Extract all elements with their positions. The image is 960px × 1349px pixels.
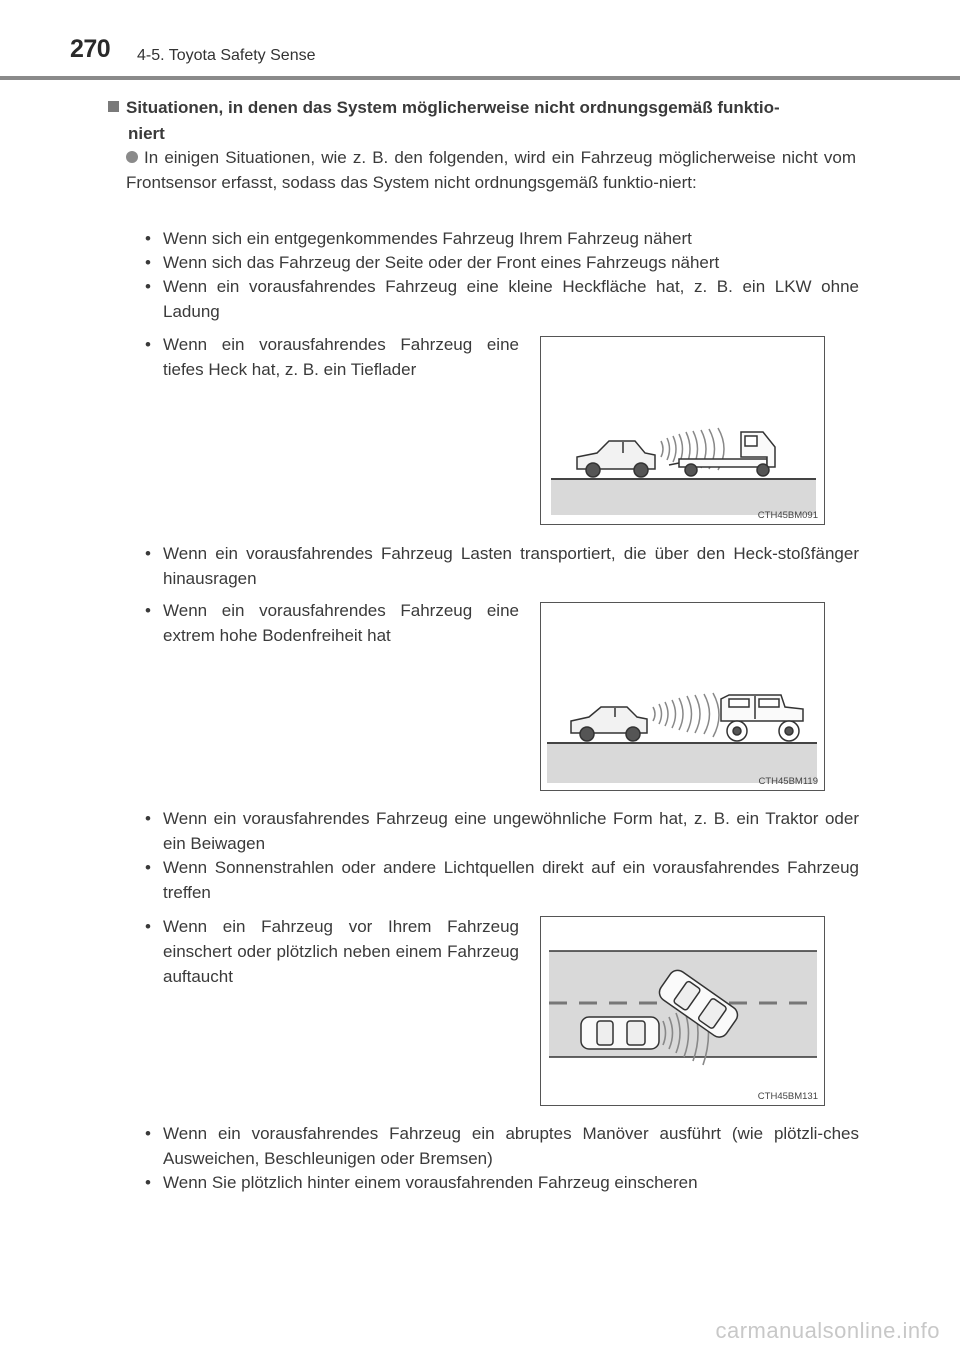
radar-waves-icon: [653, 693, 719, 737]
figure-high-clearance: [540, 602, 825, 791]
bullet-dot: •: [145, 335, 151, 354]
bullet-item: [145, 541, 859, 591]
figure-cut-in: [540, 916, 825, 1106]
header-divider: [0, 76, 960, 80]
bullet-item: [145, 1170, 859, 1195]
bullet-text: Wenn ein vorausfahrendes Fahrzeug ein abruptes Manöver ausführt (wie plötzli-ches Ausweichen, Beschleunigen oder Bremsen): [163, 1124, 859, 1168]
cut-in-illustration: [541, 917, 824, 1105]
car-icon: [571, 707, 647, 741]
heading-line-1: Situationen, in denen das System möglicherweise nicht ordnungsgemäß funktio-: [126, 98, 780, 117]
page-header: [0, 0, 960, 80]
bullet-text: Wenn ein vorausfahrendes Fahrzeug eine kleine Heckfläche hat, z. B. ein LKW ohne Ladung: [163, 277, 859, 321]
bullet-dot: •: [145, 858, 151, 877]
bullet-dot: •: [145, 253, 151, 272]
bullet-dot: •: [145, 1124, 151, 1143]
bullet-dot: •: [145, 1173, 151, 1192]
bullet-item: [145, 855, 859, 905]
bullet-text: Wenn ein vorausfahrendes Fahrzeug eine tiefes Heck hat, z. B. ein Tieflader: [163, 335, 519, 379]
bullet-dot: •: [145, 544, 151, 563]
bullet-item: [145, 598, 519, 648]
bullet-text: Wenn ein vorausfahrendes Fahrzeug eine extrem hohe Bodenfreiheit hat: [163, 601, 519, 645]
circle-bullet-icon: [126, 151, 138, 163]
bullet-item: [145, 1121, 859, 1171]
bullet-dot: •: [145, 229, 151, 248]
bullet-text: Wenn ein Fahrzeug vor Ihrem Fahrzeug einschert oder plötzlich neben einem Fahrzeug auftaucht: [163, 917, 519, 986]
figure-caption: CTH45BM119: [758, 776, 818, 787]
bullet-dot: •: [145, 809, 151, 828]
high-clearance-illustration: [541, 603, 824, 790]
chapter-title: 4-5. Toyota Safety Sense: [137, 47, 316, 64]
bullet-dot: •: [145, 601, 151, 620]
bullet-text: Wenn ein vorausfahrendes Fahrzeug Lasten transportiert, die über den Heck-stoßfänger hinausragen: [163, 544, 859, 588]
page-number: 270: [70, 35, 111, 63]
square-bullet-icon: [108, 101, 119, 112]
bullet-item: [145, 806, 859, 856]
bullet-item: [145, 914, 519, 989]
bullet-text: Wenn ein vorausfahrendes Fahrzeug eine ungewöhnliche Form hat, z. B. ein Traktor oder ein Beiwagen: [163, 809, 859, 853]
low-trailer-illustration: [541, 337, 824, 524]
bullet-item: [145, 250, 859, 275]
suv-icon: [721, 695, 803, 741]
figure-low-trailer: [540, 336, 825, 525]
heading-line-2: niert: [128, 124, 165, 143]
bullet-text: Wenn Sonnenstrahlen oder andere Lichtquellen direkt auf ein vorausfahrendes Fahrzeug treffen: [163, 858, 859, 902]
car-icon: [581, 1017, 659, 1049]
footer-watermark: carmanualsonline.info: [715, 1318, 940, 1343]
figure-caption: CTH45BM091: [757, 510, 818, 521]
bullet-dot: •: [145, 277, 151, 296]
section-heading: [108, 95, 858, 147]
bullet-text: Wenn Sie plötzlich hinter einem vorausfahrenden Fahrzeug einscheren: [163, 1173, 698, 1192]
figure-caption: CTH45BM131: [757, 1091, 818, 1102]
intro-paragraph: [126, 145, 856, 195]
bullet-item: [145, 274, 859, 324]
bullet-text: Wenn sich ein entgegenkommendes Fahrzeug Ihrem Fahrzeug nähert: [163, 229, 692, 248]
intro-text: In einigen Situationen, wie z. B. den folgenden, wird ein Fahrzeug möglicherweise nicht vom Frontsensor erfasst, sodass das System nicht ordnungsgemäß funktio-niert:: [126, 148, 856, 192]
car-icon: [577, 441, 655, 477]
bullet-dot: •: [145, 917, 151, 936]
bullet-text: Wenn sich das Fahrzeug der Seite oder der Front eines Fahrzeugs nähert: [163, 253, 720, 272]
bullet-item: [145, 226, 859, 251]
bullet-item: [145, 332, 519, 382]
